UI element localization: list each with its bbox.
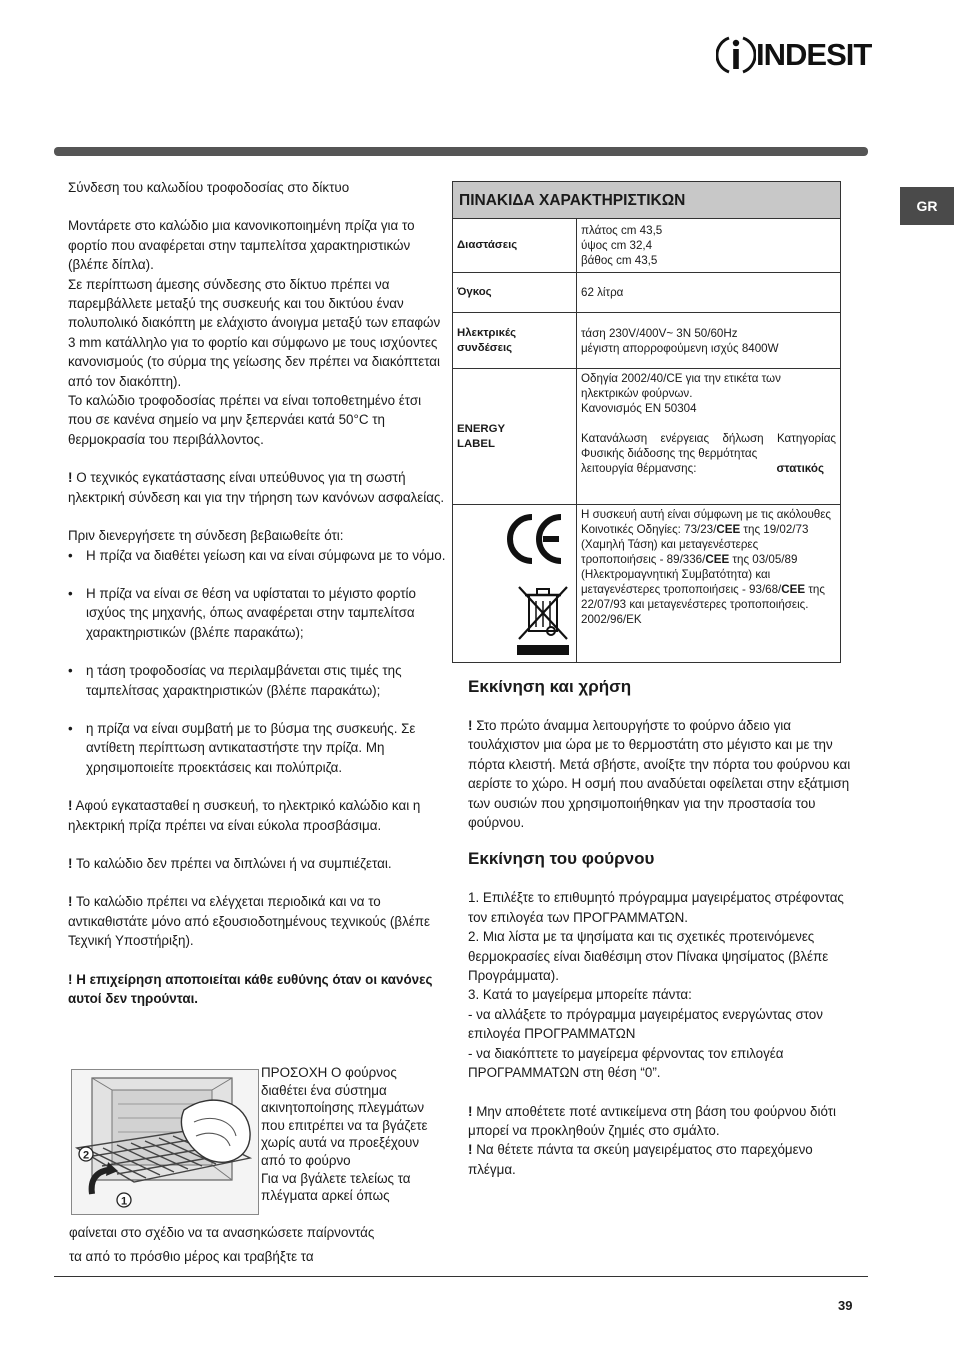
section-heading: Εκκίνηση και χρήση xyxy=(468,677,632,696)
warning-paragraph: ! Αφού εγκατασταθεί η συσκευή, το ηλεκτρικό καλώδιο και η ηλεκτρική πρίζα πρέπει να είναι εύκολα προσβάσιμα. xyxy=(68,798,421,833)
footer-rule xyxy=(54,1276,868,1277)
paragraph: - να διακόπτετε το μαγείρεμα φέρνοντας τον επιλογέα ΠΡΟΓΡΑΜΜΑΤΩΝ στη θέση “0”. xyxy=(468,1045,784,1081)
disclaimer: ! Η επιχείρηση αποποιείται κάθε ευθύνης όταν οι κανόνες αυτοί δεν τηρούνται. xyxy=(68,971,433,1006)
step-1-label: 1 xyxy=(120,1195,128,1208)
paragraph: Πριν διενεργήσετε τη σύνδεση βεβαιωθείτε ότι: xyxy=(68,528,344,544)
paragraph: ΠΡΟΣΟΧΗ Ο φούρνος διαθέτει ένα σύστημα ακινητοποίησης πλεγμάτων που επιτρέπει να τα βγάζετε χωρίς αυτά να προεξέχουν από το φούρνο xyxy=(261,1065,428,1168)
table-row xyxy=(453,273,841,313)
section-heading: Εκκίνηση του φούρνου xyxy=(468,849,655,869)
indesit-logo xyxy=(716,34,872,76)
right-column xyxy=(468,676,858,1179)
paragraph: φαίνεται στο σχέδιο να τα ανασηκώσετε παίρνοντάς xyxy=(69,1225,375,1240)
oven-rack-notice-continued xyxy=(69,1221,459,1269)
brand-name: INDESIT xyxy=(756,37,872,72)
paragraph: 1. Επιλέξτε το επιθυμητό πρόγραμμα μαγειρέματος στρέφοντας τον επιλογέα των ΠΡΟΓΡΑΜΜΑΤΩΝ. xyxy=(468,890,844,925)
row-value: 62 λίτρα xyxy=(577,273,841,313)
page-number: 39 xyxy=(838,1298,853,1313)
table-row xyxy=(453,369,841,505)
weee-bin-icon xyxy=(515,583,571,657)
header-rule xyxy=(54,147,868,156)
row-value: Οδηγία 2002/40/CE για την ετικέτα των ηλεκτρικών φούρνων. Κανονισμός EN 50304 Κατανάλωση ενέργειας δήλωση Κατηγορίας Φυσικής διάδοσης της θερμότητας λειτουργία θέρμανσης: στατικός xyxy=(577,369,841,505)
paragraph: Μοντάρετε στο καλώδιο μια κανονικοποιημένη πρίζα για το φορτίο που αναφέρεται στην ταμπελίτσα χαρακτηριστικών (βλέπε δίπλα). xyxy=(68,218,415,273)
specification-table xyxy=(452,181,841,663)
compliance-marks xyxy=(453,505,577,663)
list-item: • Η πρίζα να είναι σε θέση να υφίσταται το μέγιστο φορτίο ισχύος της μηχανής, όπως αναφέρεται στην ταμπελίτσα χαρακτηριστικών (βλέπε παρακάτω); xyxy=(68,585,416,640)
paragraph: 2. Μια λίστα με τα ψησίματα και τις σχετικές προτεινόμενες θερμοκρασίες είναι διαθέσιμη στον Πίνακα ψησίματος (βλέπε Προγράμματα). xyxy=(468,929,829,984)
logo-mark-icon xyxy=(716,34,756,76)
step-2-label: 2 xyxy=(82,1149,90,1162)
row-label: ENERGY LABEL xyxy=(453,369,577,505)
oven-rack-notice xyxy=(261,1064,446,1205)
table-row xyxy=(453,219,841,273)
row-value: τάση 230V/400V~ 3N 50/60Hz μέγιστη απορροφούμενη ισχύς 8400W xyxy=(577,313,841,369)
paragraph: Για να βγάλετε τελείως τα πλέγματα αρκεί όπως xyxy=(261,1170,411,1204)
language-tab: GR xyxy=(900,187,954,225)
row-label: Όγκος xyxy=(453,273,577,313)
warning-paragraph: ! Να θέτετε πάντα τα σκεύη μαγειρέματος στο παρεχόμενο πλέγμα. xyxy=(468,1142,813,1177)
table-row xyxy=(453,313,841,369)
warning-paragraph: ! Ο τεχνικός εγκατάστασης είναι υπεύθυνος για τη σωστή ηλεκτρική σύνδεση και για την τήρηση των κανόνων ασφαλείας. xyxy=(68,470,445,505)
ce-mark-icon xyxy=(505,511,565,567)
paragraph: - να αλλάξετε το πρόγραμμα μαγειρέματος ενεργώντας στον επιλογέα ΠΡΟΓΡΑΜΜΑΤΩΝ xyxy=(468,1006,823,1042)
warning-paragraph: ! Το καλώδιο δεν πρέπει να διπλώνει ή να συμπιέζεται. xyxy=(68,855,392,871)
warning-paragraph: ! Το καλώδιο πρέπει να ελέγχεται περιοδικά και να το αντικαθιστάτε μόνο από εξουσιοδοτημένους τεχνικούς (βλέπε Τεχνική Υποστήριξη). xyxy=(68,894,430,949)
oven-rack-drawing xyxy=(72,1070,258,1214)
list-item: • η πρίζα να είναι συμβατή με το βύσμα της συσκευής. Σε αντίθετη περίπτωση αντικαταστήστε την πρίζα. Μη χρησιμοποιείτε προεκτάσεις και πολύπριζα. xyxy=(68,720,416,775)
list-item: • η τάση τροφοδοσίας να περιλαμβάνεται στις τιμές της ταμπελίτσας χαρακτηριστικών (βλέπε παρακάτω); xyxy=(68,663,402,698)
paragraph: 3. Κατά το μαγείρεμα μπορείτε πάντα: xyxy=(468,987,692,1003)
paragraph: τα από το πρόσθιο μέρος και τραβήξτε τα xyxy=(69,1249,314,1264)
section-heading-connection: Σύνδεση του καλωδίου τροφοδοσίας στο δίκτυο xyxy=(68,180,350,195)
list-item: • Η πρίζα να διαθέτει γείωση και να είναι σύμφωνα με το νόμο. xyxy=(68,547,446,563)
table-row xyxy=(453,505,841,663)
left-column xyxy=(68,178,446,1008)
row-value: Η συσκευή αυτή είναι σύμφωνη με τις ακόλουθες Κοινοτικές Οδηγίες: 73/23/CEE της 19/02/73 (Χαμηλή Τάση) και μεταγενέστερες τροποποιήσεις - 89/336/CEE της 03/05/89 (Ηλεκτρομαγνητική Συμβατότητα) και μεταγενέστερες τροποποιήσεις - 93/68/CEE της 22/07/93 και μεταγενέστερες τροποποιήσεις. 2002/96/EK xyxy=(577,505,841,663)
row-value: πλάτος cm 43,5 ύψος cm 32,4 βάθος cm 43,5 xyxy=(577,219,841,273)
paragraph: Το καλώδιο τροφοδοσίας πρέπει να είναι τοποθετημένο έτσι που σε κανένα σημείο να μην ξεπερνάει κατά 50°C τη θερμοκρασία του περιβάλλοντος. xyxy=(68,393,422,447)
paragraph: Σε περίπτωση άμεσης σύνδεσης στο δίκτυο πρέπει να παρεμβάλλετε μεταξύ της συσκευής και του δικτύου έναν πολυπολικό διακόπτη με ελάχιστο άνοιγμα μεταξύ των επαφών 3 mm κατάλληλο για το φορτίο και σύμφωνο με τους ισχύοντες κανονισμούς (το σύρμα της γείωσης δεν πρέπει να διακόπτεται από τον διακόπτη). xyxy=(68,276,441,389)
row-label: Ηλεκτρικές συνδέσεις xyxy=(453,313,577,369)
table-title: ΠΙΝΑΚΙΔΑ ΧΑΡΑΚΤΗΡΙΣΤΙΚΩΝ xyxy=(453,182,841,219)
oven-rack-illustration xyxy=(71,1069,259,1215)
warning-paragraph: ! Στο πρώτο άναμμα λειτουργήστε το φούρνο άδειο για τουλάχιστον μια ώρα με το θερμοστάτη στο μέγιστο και με την πόρτα κλειστή. Μετά σβήστε, ανοίξτε την πόρτα του φούρνου και αερίστε το χώρο. Η οσμή που αναδύεται οφείλεται στην εξάτμιση των ουσιών που χρησιμοποιήθηκαν για την προστασία του φούρνου. xyxy=(468,718,851,831)
row-label: Διαστάσεις xyxy=(453,219,577,273)
warning-paragraph: ! Μην αποθέτετε ποτέ αντικείμενα στη βάση του φούρνου διότι μπορεί να προκληθούν ζημιές στο σμάλτο. xyxy=(468,1103,836,1138)
